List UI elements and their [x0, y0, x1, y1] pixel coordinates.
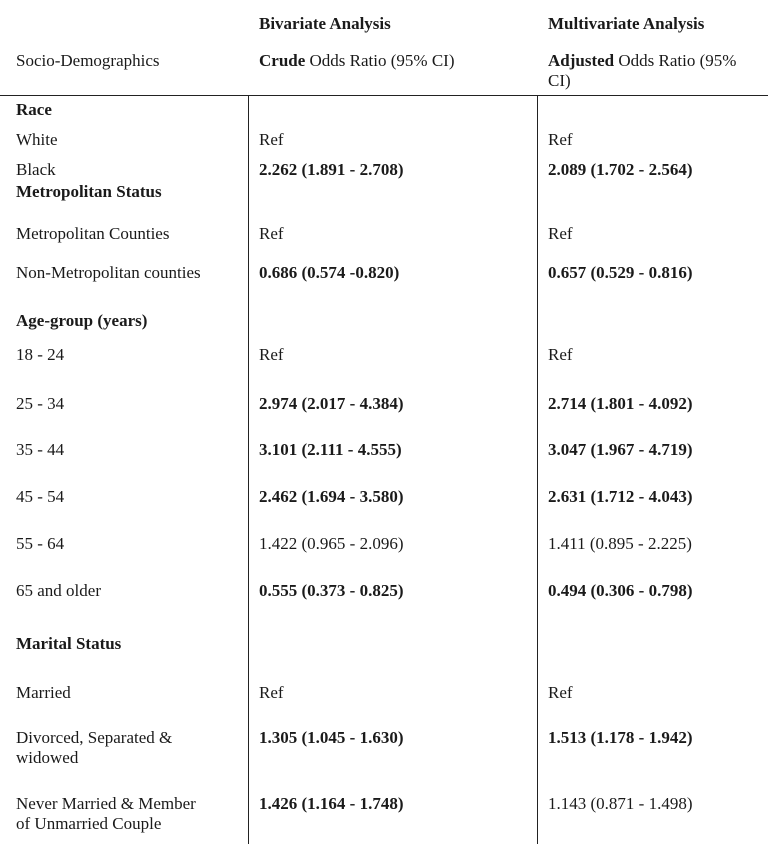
row-label: 25 - 34	[16, 394, 65, 413]
adjusted-value: 1.513 (1.178 - 1.942)	[548, 728, 693, 747]
adjusted-value: 0.657 (0.529 - 0.816)	[548, 263, 693, 282]
crude-value: Ref	[259, 683, 284, 702]
adjusted-suffix: Odds Ratio (95%	[614, 51, 737, 70]
header-divider	[0, 95, 768, 96]
multivariate-header: Multivariate Analysis	[548, 14, 705, 33]
section-heading-metropolitan: Metropolitan Status	[16, 182, 162, 201]
crude-value: Ref	[259, 130, 284, 149]
column-header-crude	[259, 51, 455, 71]
row-label-cont: widowed	[16, 748, 79, 767]
section-heading-race: Race	[16, 100, 52, 119]
crude-value: 1.426 (1.164 - 1.748)	[259, 794, 404, 813]
row-label: Married	[16, 683, 71, 702]
column-divider-1	[248, 95, 249, 844]
column-divider-2	[537, 95, 538, 844]
crude-label: Crude	[259, 51, 306, 70]
row-label: 35 - 44	[16, 440, 65, 459]
crude-value: 2.262 (1.891 - 2.708)	[259, 160, 404, 179]
column-header-socio-demographics: Socio-Demographics	[16, 51, 160, 70]
adjusted-label: Adjusted	[548, 51, 615, 70]
adjusted-value: 1.143 (0.871 - 1.498)	[548, 794, 693, 813]
column-header-adjusted	[548, 51, 736, 71]
crude-value: 0.686 (0.574 -0.820)	[259, 263, 400, 282]
adjusted-value: 2.089 (1.702 - 2.564)	[548, 160, 693, 179]
adjusted-value: 1.411 (0.895 - 2.225)	[548, 534, 692, 553]
column-header-adjusted-cont: CI)	[548, 71, 571, 90]
row-label: 55 - 64	[16, 534, 65, 553]
crude-value: 1.305 (1.045 - 1.630)	[259, 728, 404, 747]
bivariate-header: Bivariate Analysis	[259, 14, 391, 33]
crude-value: Ref	[259, 224, 284, 243]
crude-value: 3.101 (2.111 - 4.555)	[259, 440, 402, 459]
row-label: 65 and older	[16, 581, 101, 600]
adjusted-value: Ref	[548, 683, 573, 702]
section-heading-age: Age-group (years)	[16, 311, 148, 330]
adjusted-value: 3.047 (1.967 - 4.719)	[548, 440, 693, 459]
adjusted-value: Ref	[548, 224, 573, 243]
adjusted-value: 2.631 (1.712 - 4.043)	[548, 487, 693, 506]
row-label: Black	[16, 160, 56, 179]
row-label: 18 - 24	[16, 345, 65, 364]
row-label: Metropolitan Counties	[16, 224, 170, 243]
row-label: 45 - 54	[16, 487, 65, 506]
row-label-cont: of Unmarried Couple	[16, 814, 162, 833]
section-heading-marital: Marital Status	[16, 634, 122, 653]
crude-suffix: Odds Ratio (95% CI)	[305, 51, 455, 70]
row-label: Divorced, Separated &	[16, 728, 173, 747]
adjusted-value: 0.494 (0.306 - 0.798)	[548, 581, 693, 600]
adjusted-value: Ref	[548, 345, 573, 364]
row-label: Non-Metropolitan counties	[16, 263, 201, 282]
crude-value: 2.462 (1.694 - 3.580)	[259, 487, 404, 506]
crude-value: 0.555 (0.373 - 0.825)	[259, 581, 404, 600]
row-label: White	[16, 130, 58, 149]
adjusted-value: 2.714 (1.801 - 4.092)	[548, 394, 693, 413]
row-label: Never Married & Member	[16, 794, 196, 813]
crude-value: 1.422 (0.965 - 2.096)	[259, 534, 404, 553]
adjusted-value: Ref	[548, 130, 573, 149]
crude-value: Ref	[259, 345, 284, 364]
crude-value: 2.974 (2.017 - 4.384)	[259, 394, 404, 413]
